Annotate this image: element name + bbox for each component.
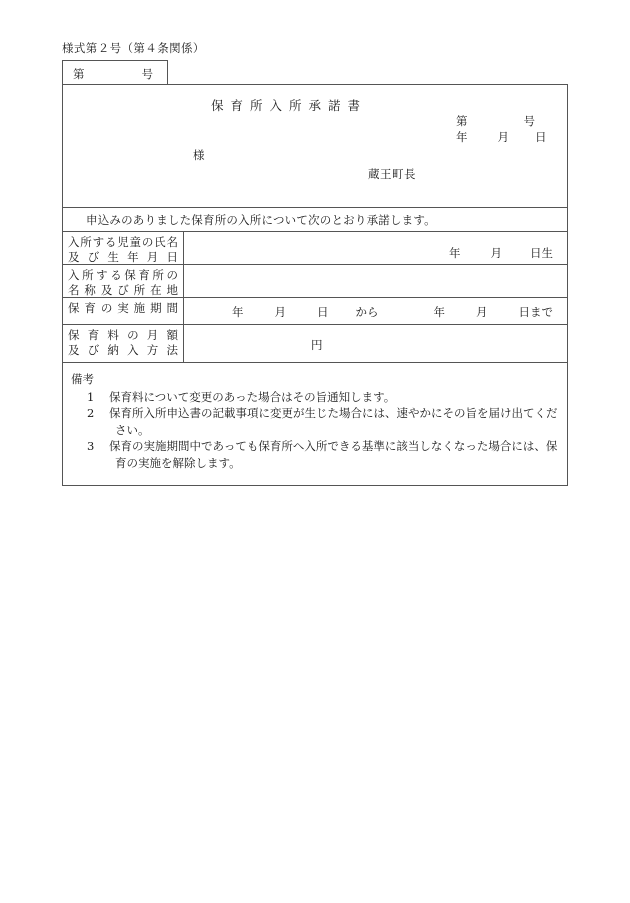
addressee-honorific: 様 (193, 148, 205, 162)
form-code-heading: 様式第２号（第４条関係） (62, 41, 205, 55)
table-row-child-info (63, 232, 567, 265)
period-to-month: 月 (476, 305, 488, 319)
header-document-number (456, 113, 535, 129)
period-from-day: 日 (317, 305, 329, 319)
header-date-day: 日 (535, 130, 547, 144)
certificate-header (63, 85, 567, 208)
note-item (71, 389, 559, 406)
document-number-box-inner (63, 61, 167, 84)
header-date-month: 月 (497, 130, 509, 144)
row-value-care-period[interactable] (184, 298, 567, 324)
header-number-prefix: 第 (456, 114, 468, 128)
header-issue-date (456, 129, 547, 145)
birth-month: 月 (490, 246, 502, 260)
page-title: 保育所入所承諾書 (211, 98, 368, 113)
note-item (71, 438, 559, 471)
birth-day: 日生 (530, 246, 553, 260)
row-label-nursery-info (63, 265, 184, 297)
row-value-child-info[interactable] (184, 232, 567, 264)
header-date-year: 年 (456, 130, 468, 144)
header-number-suffix: 号 (523, 114, 535, 128)
document-number-suffix: 号 (141, 67, 153, 81)
row-label-fee-line1: 保育料の月額 (68, 328, 178, 342)
note-text: 保育所入所申込書の記載事項に変更が生じた場合には、速やかにその旨を届け出てください。 (109, 406, 558, 437)
row-label-fee-line2: 及び納入方法 (68, 343, 178, 357)
row-value-nursery-info[interactable] (184, 265, 567, 297)
notes-title: 備考 (71, 372, 94, 386)
lead-sentence-row (63, 208, 567, 232)
document-number-box (62, 60, 168, 85)
birth-date-placeholder (449, 245, 553, 261)
birth-year: 年 (449, 246, 461, 260)
note-number: 3 (87, 439, 95, 453)
note-item (71, 405, 559, 438)
period-from-month: 月 (274, 305, 286, 319)
period-to-year: 年 (433, 305, 445, 319)
period-from-label: から (355, 305, 379, 319)
document-number-prefix: 第 (73, 67, 85, 81)
row-label-care-period (63, 298, 184, 324)
lead-sentence: 申込みのありました保育所の入所について次のとおり承諾します。 (86, 213, 436, 227)
note-number: 2 (87, 406, 95, 420)
note-text: 保育料について変更のあった場合はその旨通知します。 (109, 389, 396, 404)
period-to-day: 日まで (518, 305, 553, 319)
issuer-name: 蔵王町長 (368, 167, 416, 181)
note-text: 保育の実施期間中であっても保育所へ入所できる基準に該当しなくなった場合には、保育の実施を解除します。 (109, 439, 558, 470)
row-label-nursery-info-line2: 名称及び所在地 (68, 283, 178, 297)
row-label-child-info (63, 232, 184, 264)
period-from-year: 年 (232, 305, 244, 319)
row-label-care-period-line1: 保育の実施期間 (68, 301, 178, 315)
row-label-child-info-line2: 及び生年月日 (68, 250, 178, 264)
note-number: 1 (87, 389, 95, 404)
row-label-fee (63, 325, 184, 362)
notes-section (63, 363, 567, 485)
certificate-table (62, 84, 568, 486)
table-row-nursery-info (63, 265, 567, 298)
care-period-placeholder (232, 304, 553, 320)
fee-currency-unit: 円 (311, 338, 323, 352)
table-row-fee (63, 325, 567, 363)
row-label-nursery-info-line1: 入所する保育所の (68, 268, 178, 282)
row-value-fee[interactable] (184, 325, 567, 362)
row-label-child-info-line1: 入所する児童の氏名 (68, 235, 178, 249)
table-row-care-period (63, 298, 567, 325)
